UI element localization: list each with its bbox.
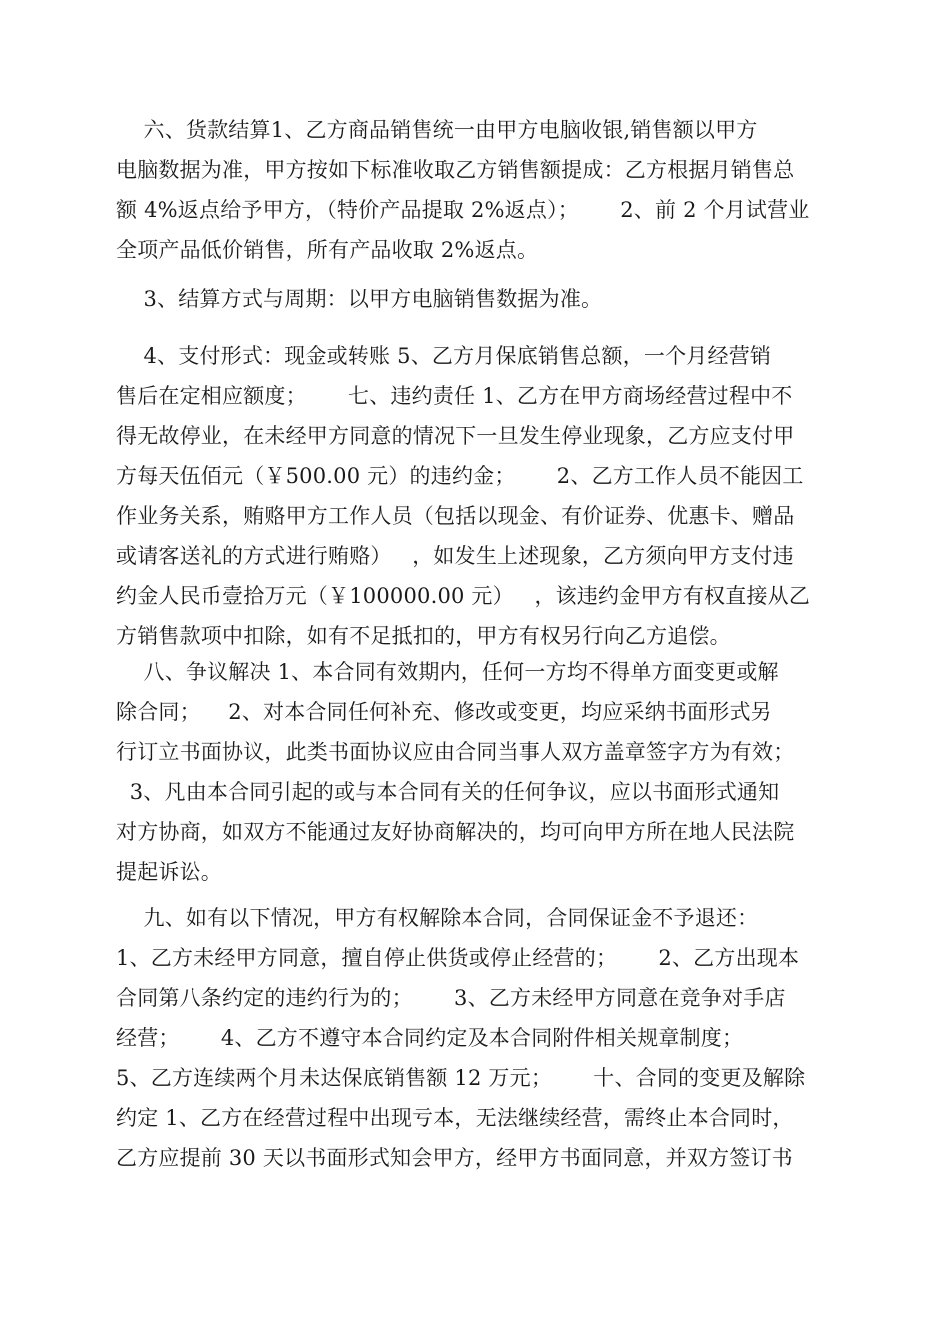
text-line: 经营； 4、乙方不遵守本合同约定及本合同附件相关规章制度； bbox=[116, 1026, 744, 1050]
text-line: 3、凡由本合同引起的或与本合同有关的任何争议，应以书面形式通知 bbox=[116, 780, 780, 804]
text-line: 行订立书面协议，此类书面协议应由合同当事人双方盖章签字方为有效； bbox=[116, 740, 795, 764]
text-line: 电脑数据为准，甲方按如下标准收取乙方销售额提成：乙方根据月销售总 bbox=[116, 158, 795, 182]
text-line: 1、乙方未经甲方同意，擅自停止供货或停止经营的； 2、乙方出现本 bbox=[116, 946, 800, 970]
paragraph-payment-form-and-liability bbox=[116, 336, 836, 656]
paragraph-payment-settlement bbox=[116, 110, 836, 270]
text-line: 方每天伍佰元（￥500.00 元）的违约金； 2、乙方工作人员不能因工 bbox=[116, 464, 804, 488]
text-line: 八、争议解决 1、本合同有效期内，任何一方均不得单方面变更或解 bbox=[116, 660, 779, 684]
paragraph-dispute-resolution bbox=[116, 652, 836, 892]
text-line: 六、货款结算1、乙方商品销售统一由甲方电脑收银,销售额以甲方 bbox=[116, 118, 758, 142]
text-line: 4、支付形式：现金或转账 5、乙方月保底销售总额，一个月经营销 bbox=[116, 344, 772, 368]
paragraph-termination bbox=[116, 898, 836, 1178]
text-line: 额 4%返点给予甲方，（特价产品提取 2%返点）； 2、前 2 个月试营业 bbox=[116, 198, 810, 222]
text-line: 约定 1、乙方在经营过程中出现亏本，无法继续经营，需终止本合同时， bbox=[116, 1106, 794, 1130]
text-line: 九、如有以下情况，甲方有权解除本合同，合同保证金不予退还： bbox=[116, 906, 759, 930]
text-line: 或请客送礼的方式进行贿赂） ，如发生上述现象，乙方须向甲方支付违 bbox=[116, 544, 794, 568]
text-line: 乙方应提前 30 天以书面形式知会甲方，经甲方书面同意，并双方签订书 bbox=[116, 1146, 793, 1170]
text-line: 约金人民币壹拾万元（￥100000.00 元） ，该违约金甲方有权直接从乙 bbox=[116, 584, 811, 608]
text-line: 作业务关系，贿赂甲方工作人员（包括以现金、有价证券、优惠卡、赠品 bbox=[116, 504, 795, 528]
text-line: 售后在定相应额度； 七、违约责任 1、乙方在甲方商场经营过程中不 bbox=[116, 384, 793, 408]
text-line: 除合同； 2、对本合同任何补充、修改或变更，均应采纳书面形式另 bbox=[116, 700, 772, 724]
text-line: 方销售款项中扣除，如有不足抵扣的，甲方有权另行向乙方追偿。 bbox=[116, 624, 731, 648]
text-line: 全项产品低价销售，所有产品收取 2%返点。 bbox=[116, 238, 539, 262]
text-line: 合同第八条约定的违约行为的； 3、乙方未经甲方同意在竞争对手店 bbox=[116, 986, 786, 1010]
text-line: 得无故停业，在未经甲方同意的情况下一旦发生停业现象，乙方应支付甲 bbox=[116, 424, 795, 448]
text-line: 对方协商，如双方不能通过友好协商解决的，均可向甲方所在地人民法院 bbox=[116, 820, 795, 844]
text-line: 提起诉讼。 bbox=[116, 860, 222, 884]
text-line: 3、结算方式与周期：以甲方电脑销售数据为准。 bbox=[116, 287, 603, 311]
text-line: 5、乙方连续两个月未达保底销售额 12 万元； 十、合同的变更及解除 bbox=[116, 1066, 806, 1090]
paragraph-settlement-method bbox=[116, 279, 836, 319]
